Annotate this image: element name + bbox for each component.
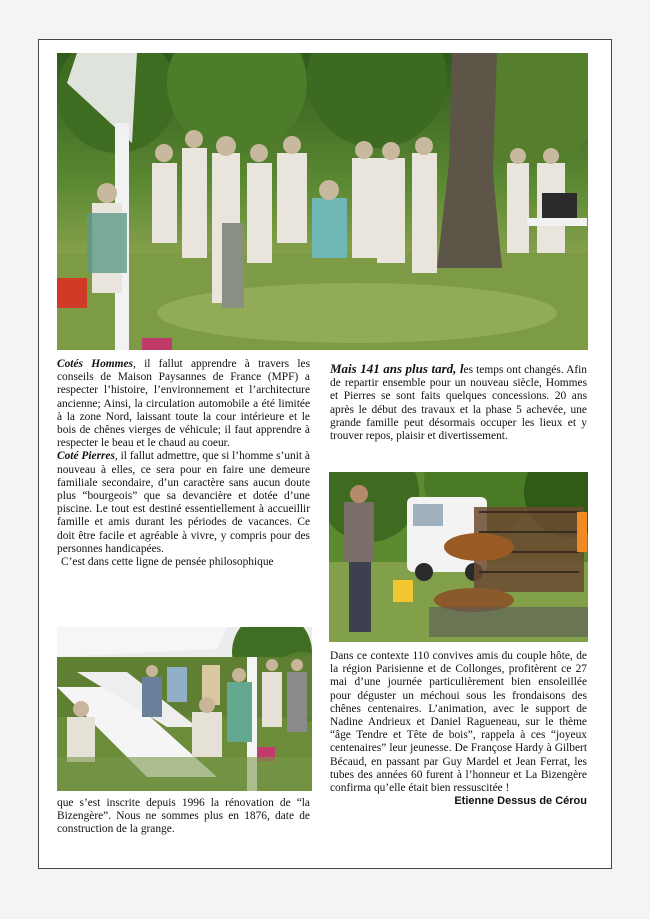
text-cotes-hommes: , il fallut apprendre à travers les conseils de Maison Paysannes de France (MPF) a respecter l’histoire, l’environnement et l’architecture ancienne; Ainsi, la circulation automobile a été limitée à la zone Nord, laissant toute la cour intérieure et le bois de chênes vierges de véhicule; il faut apprendre à respecter le beau et le chaud au coeur. (57, 358, 310, 450)
mechoui-photo (329, 472, 588, 642)
paragraph-bizengere-renovation: que s’est inscrite depuis 1996 la rénovation de “la Bizengère”. Nous ne sommes plus en 1876, date de construction de la grange. (57, 797, 310, 836)
left-column-text (57, 358, 310, 569)
banquet-photo (57, 627, 312, 791)
right-column-text-continued (330, 650, 587, 808)
left-column-text-continued (57, 797, 310, 837)
text-contexte: Dans ce contexte 110 convives amis du couple hôte, de la région Parisienne et de Collonges, profitèrent ce 27 mai d’une journée particulièrement bien ensoleillée pour déguster un méchoui sous les frondaisons des chênes centenaires. L’animation, avec le support de Nadine Andrieux et Daniel Ragueneau, sur le thème “âge Tendre et Tête de bois”, rappela à ces “joyeux centenaires” leur jeunesse. De Françose Hardy à Gilbert Bécaud, en passant par Guy Mardel et Jean Ferrat, les tubes des années 60 furent à l’honneur et La Bizengère confirma qu’elle était bien ressuscitée ! (330, 650, 587, 795)
lead-141-ans: Mais 141 ans plus tard, l (330, 361, 464, 376)
crowd-photo (57, 53, 588, 350)
paragraph-philosophy: C’est dans cette ligne de pensée philosophique (61, 556, 274, 569)
paragraph-cotes-hommes (57, 358, 310, 450)
lead-cote-pierres: Coté Pierres (57, 450, 115, 463)
author-signature: Etienne Dessus de Cérou (454, 795, 587, 808)
paragraph-contexte-110-convives (330, 650, 587, 808)
paragraph-141-ans (330, 362, 587, 443)
paragraph-cote-pierres (57, 450, 310, 556)
text-cote-pierres: , il fallut admettre, que si l’homme s’unit à nouveau à elles, ce sera pour en faire une demeure familiale secondaire, d’un caractère sans aucun doute plus “bourgeois” que sa devancière et dotée d’une piscine. Le tout est destiné essentiellement à accueillir famille et amis durant les périodes de vacances. Ce doit être facile et agréable à vivre, y compris pour des personnes handicapées. (57, 450, 310, 555)
text-141-ans: es temps ont changés. Afin de repartir ensemble pour un nouveau siècle, Hommes et Pierres se sont faits quelques concessions. 20 ans après le début des travaux et la phase 5 achevée, une grande famille peut désormais occuper les lieux et y trouver repos, plaisir et divertissement. (330, 364, 587, 443)
right-column-text (330, 362, 587, 443)
lead-cotes-hommes: Cotés Hommes (57, 358, 133, 370)
